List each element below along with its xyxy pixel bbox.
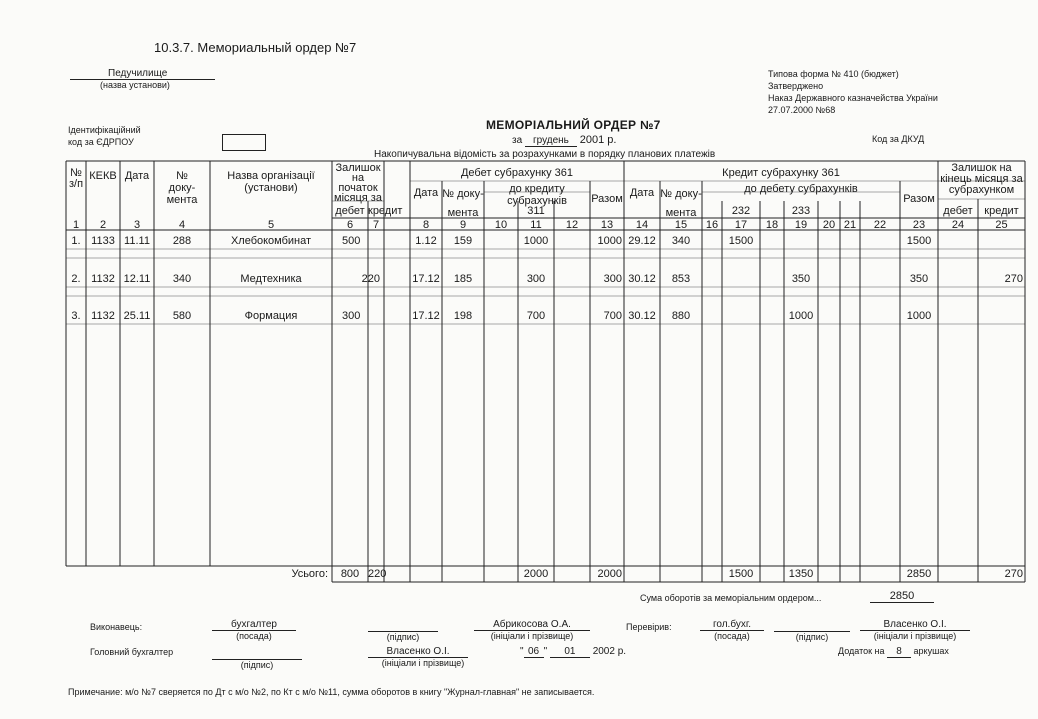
order-title: МЕМОРІАЛЬНИЙ ОРДЕР №7: [486, 118, 661, 132]
column-number: 5: [267, 219, 275, 231]
header-num: № з/п: [68, 167, 84, 190]
date-year: 2002 р.: [592, 646, 627, 657]
form-info-line: Наказ Державного казначейства України: [768, 93, 938, 103]
column-number: 21: [843, 219, 857, 231]
checked-label: Перевірив:: [626, 622, 672, 632]
id-code-label-line: Ідентифікаційний: [68, 125, 141, 135]
header-c-date: Дата: [629, 187, 655, 199]
header-ob-credit: кредит: [368, 205, 403, 217]
table-cell-doc: 340: [172, 273, 192, 285]
column-number: 8: [422, 219, 430, 231]
header-ob-debit: дебет: [335, 205, 365, 217]
header-doc-num: № доку-мента: [166, 170, 198, 206]
header-closing-balance: Залишок на кінець місяця за субрахунком: [940, 162, 1023, 196]
header-opening-balance: Залишок на початок місяця за: [334, 162, 382, 204]
table-cell-d-311: 700: [526, 310, 546, 322]
table-cell-d-date: 17.12: [412, 273, 440, 285]
table-cell-d-total: 300: [603, 273, 622, 285]
header-credit-361: Кредит субрахунку 361: [722, 167, 840, 179]
table-cell-date: 11.11: [124, 235, 150, 247]
executed-signature-caption: (підпис): [386, 632, 420, 642]
column-number: 18: [765, 219, 779, 231]
column-number: 14: [635, 219, 649, 231]
turnover-value: 2850: [870, 590, 934, 603]
chief-label: Головний бухгалтер: [90, 647, 174, 657]
appendix: [838, 646, 949, 658]
header-kekv: КЕКВ: [89, 170, 117, 182]
totals-c-233: 1350: [788, 568, 814, 580]
table-cell-c-233: 1000: [788, 310, 814, 322]
executed-position-caption: (посада): [236, 631, 272, 641]
column-number: 10: [494, 219, 508, 231]
table-cell-org: Формация: [244, 310, 298, 322]
table-cell-kekv: 1132: [91, 273, 115, 285]
header-acc-233: 233: [791, 205, 811, 217]
executed-name: Абрикосова О.А.: [474, 619, 590, 631]
column-number: 16: [705, 219, 719, 231]
totals-c-total: 2850: [906, 568, 932, 580]
table-cell-c-total: 1500: [906, 235, 932, 247]
column-number: 1: [72, 219, 80, 231]
column-number: 7: [372, 219, 380, 231]
table-cell-date: 12.11: [123, 273, 151, 285]
header-to-debit: до дебету субрахунків: [744, 183, 858, 195]
totals-d-311: 2000: [523, 568, 549, 580]
table-cell-c-date: 30.12: [628, 310, 656, 322]
column-number: 15: [674, 219, 688, 231]
column-number: 12: [565, 219, 579, 231]
header-d-doc: № доку-мента: [442, 188, 484, 219]
header-acc-311: 311: [527, 205, 545, 217]
sign-date: [520, 646, 626, 658]
period-year: 2001 р.: [579, 134, 617, 146]
dkud-label: Код за ДКУД: [872, 134, 925, 144]
period-prefix: за: [512, 135, 523, 146]
table-cell-ob-debit: 300: [342, 310, 361, 322]
table-cell-c-date: 30.12: [628, 273, 656, 285]
table-cell-n: 2.: [71, 273, 81, 285]
header-c-doc: № доку-мента: [660, 188, 702, 219]
table-cell-doc: 288: [172, 235, 192, 247]
header-d-total: Разом: [591, 193, 623, 205]
period-month: грудень: [525, 135, 577, 147]
table-cell-c-232: 1500: [728, 235, 754, 247]
table-cell-cb-credit: 270: [1004, 273, 1023, 285]
column-number: 19: [794, 219, 808, 231]
chief-name: Власенко О.І.: [368, 646, 468, 658]
header-cb-debit: дебет: [943, 205, 973, 217]
institution-caption: (назва установи): [100, 80, 170, 90]
table-cell-date: 25.11: [123, 310, 151, 322]
table-cell-c-date: 29.12: [628, 235, 656, 247]
date-quote-open: ": [520, 646, 524, 657]
table-cell-c-doc: 340: [671, 235, 691, 247]
totals-c-232: 1500: [728, 568, 754, 580]
column-number: 2: [99, 219, 107, 231]
checked-position: гол.бухг.: [700, 619, 764, 631]
column-number: 4: [178, 219, 186, 231]
chief-signature-caption: (підпис): [240, 660, 274, 670]
table-cell-org: Хлебокомбинат: [230, 235, 312, 247]
table-cell-c-doc: 880: [671, 310, 691, 322]
form-info-line: 27.07.2000 №68: [768, 105, 836, 115]
id-code-label-line: код за ЄДРПОУ: [68, 137, 134, 147]
column-number: 11: [530, 219, 542, 231]
table-cell-org: Медтехника: [240, 273, 302, 285]
column-number: 9: [459, 219, 467, 231]
appendix-unit: аркушах: [913, 646, 949, 656]
checked-name: Власенко О.І.: [860, 619, 970, 631]
form-info-line: Типова форма № 410 (бюджет): [768, 69, 899, 79]
header-date: Дата: [124, 170, 150, 182]
table-cell-doc: 580: [172, 310, 192, 322]
table-cell-kekv: 1132: [91, 310, 115, 322]
table-cell-d-doc: 198: [453, 310, 473, 322]
appendix-count: 8: [887, 646, 911, 658]
column-number: 6: [346, 219, 354, 231]
column-number: 17: [734, 219, 748, 231]
footnote: Примечание: м/о №7 сверяется по Дт с м/о №2, по Кт с м/о №11, сумма оборотов в книгу "Журнал-главная" не записывается.: [68, 687, 595, 697]
date-month: 01: [550, 646, 590, 658]
table-cell-c-total: 1000: [906, 310, 932, 322]
table-cell-ob-credit: 220: [361, 273, 380, 285]
date-quote-close: ": [543, 646, 548, 657]
header-debit-361: Дебет субрахунку 361: [460, 167, 574, 179]
executed-label: Виконавець:: [90, 622, 143, 632]
column-number: 13: [600, 219, 614, 231]
table-cell-c-total: 350: [909, 273, 929, 285]
checked-signature-caption: (підпис): [795, 632, 829, 642]
table-cell-d-date: 1.12: [415, 235, 437, 247]
table-cell-n: 3.: [71, 310, 81, 322]
table-cell-d-311: 300: [526, 273, 546, 285]
column-number: 24: [951, 219, 965, 231]
form-info-line: Затверджено: [768, 81, 824, 91]
table-cell-d-total: 700: [603, 310, 622, 322]
header-acc-232: 232: [731, 205, 751, 217]
column-number: 25: [995, 219, 1008, 231]
header-org-name: Назва організації (установи): [227, 170, 315, 194]
column-number: 23: [912, 219, 926, 231]
subtitle: Накопичувальна відомість за розрахунками в порядку планових платежів: [374, 149, 716, 160]
header-c-total: Разом: [903, 193, 935, 205]
totals-label: Усього:: [291, 568, 328, 580]
table-cell-d-doc: 159: [453, 235, 473, 247]
table-cell-d-total: 1000: [597, 235, 622, 247]
header-cb-credit: кредит: [984, 205, 1019, 217]
header-d-date: Дата: [413, 187, 439, 199]
totals-cb-credit: 270: [1004, 568, 1023, 580]
table-cell-kekv: 1133: [91, 235, 115, 247]
chief-initials-caption: (ініціали і прізвище): [381, 658, 465, 668]
totals-ob-credit: 220: [368, 568, 387, 580]
checked-position-caption: (посада): [714, 631, 750, 641]
column-number: 22: [873, 219, 887, 231]
column-number: 20: [822, 219, 836, 231]
date-day: 06: [524, 646, 544, 658]
table-cell-d-date: 17.12: [412, 310, 440, 322]
executed-position: бухгалтер: [212, 619, 296, 631]
turnover-label: Сума оборотів за меморіальним ордером...: [640, 593, 822, 603]
header-to-credit: до кредиту субрахунків: [507, 183, 567, 207]
column-number: 3: [133, 219, 141, 231]
executed-initials-caption: (ініціали і прізвище): [490, 631, 574, 641]
appendix-label: Додаток на: [838, 646, 885, 656]
section-title: 10.3.7. Мемориальный ордер №7: [154, 40, 357, 55]
table-cell-c-233: 350: [791, 273, 811, 285]
table-cell-c-doc: 853: [671, 273, 691, 285]
totals-d-total: 2000: [597, 568, 622, 580]
totals-ob-debit: 800: [340, 568, 360, 580]
institution-name: Педучилище: [108, 68, 168, 79]
checked-initials-caption: (ініціали і прізвище): [873, 631, 957, 641]
table-cell-d-311: 1000: [523, 235, 549, 247]
table-cell-n: 1.: [71, 235, 81, 247]
table-cell-d-doc: 185: [453, 273, 473, 285]
table-cell-ob-debit: 500: [342, 235, 361, 247]
